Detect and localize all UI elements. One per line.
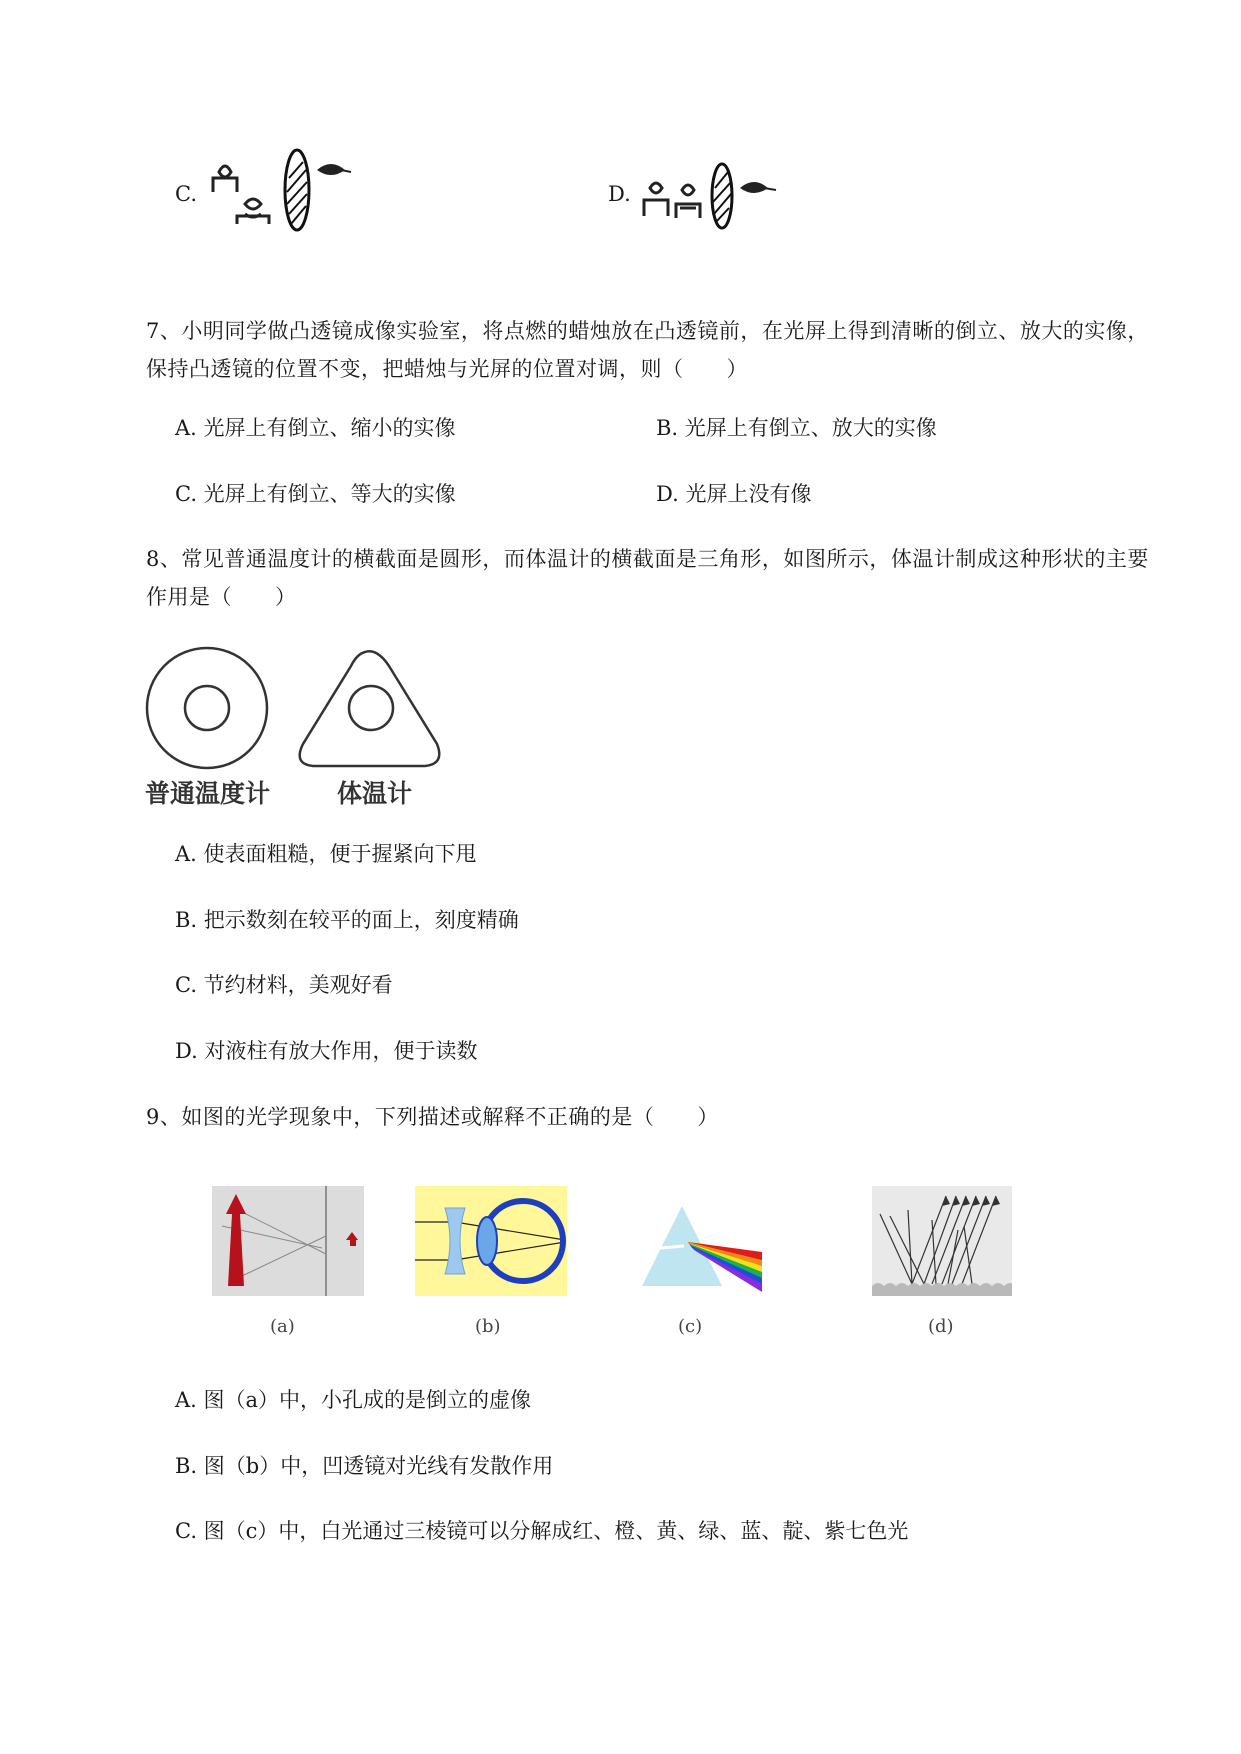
q6-option-c-label: C. xyxy=(175,182,197,206)
q9-caption-c: (c) xyxy=(678,1316,703,1337)
q7-option-b: B. 光屏上有倒立、放大的实像 xyxy=(656,416,937,440)
q8-figure xyxy=(145,640,445,810)
q8-option-c: C. 节约材料，美观好看 xyxy=(175,973,393,997)
q9-figure-a-pinhole xyxy=(212,1186,364,1296)
q6-option-d-figure xyxy=(638,160,808,240)
q8-option-a: A. 使表面粗糙，便于握紧向下甩 xyxy=(175,842,477,866)
q9-caption-d: (d) xyxy=(928,1316,954,1337)
thermometer-cross-sections xyxy=(145,640,445,770)
q9-figure-b-eye-lens xyxy=(415,1186,567,1296)
q9-option-a: A. 图（a）中，小孔成的是倒立的虚像 xyxy=(175,1388,532,1412)
q8-label-clinical-thermometer: 体温计 xyxy=(337,779,413,808)
q7-option-a: A. 光屏上有倒立、缩小的实像 xyxy=(175,416,456,440)
q9-option-b: B. 图（b）中，凹透镜对光线有发散作用 xyxy=(175,1454,554,1478)
q9-figure-d-diffuse-reflection xyxy=(872,1186,1012,1296)
q9-caption-a: (a) xyxy=(270,1316,295,1337)
q9-option-c: C. 图（c）中，白光通过三棱镜可以分解成红、橙、黄、绿、蓝、靛、紫七色光 xyxy=(175,1519,909,1543)
q6-option-d-label: D. xyxy=(608,182,631,206)
q9-caption-b: (b) xyxy=(475,1316,501,1337)
q7-option-d: D. 光屏上没有像 xyxy=(656,482,812,506)
q8-stem: 8、常见普通温度计的横截面是圆形，而体温计的横截面是三角形，如图所示，体温计制成这种形状的主要作用是（ ） xyxy=(146,547,1149,609)
q6-option-c-figure xyxy=(205,148,375,238)
q6-option-d xyxy=(608,160,808,240)
q8-option-b: B. 把示数刻在较平的面上，刻度精确 xyxy=(175,908,519,932)
q9-figure-c-prism xyxy=(638,1202,768,1292)
q6-option-c xyxy=(175,148,375,238)
q9-stem: 9、如图的光学现象中，下列描述或解释不正确的是（ ） xyxy=(146,1105,719,1129)
q7-stem: 7、小明同学做凸透镜成像实验室，将点燃的蜡烛放在凸透镜前，在光屏上得到清晰的倒立、放大的实像，保持凸透镜的位置不变，把蜡烛与光屏的位置对调，则（ ） xyxy=(146,319,1149,381)
q8-label-ordinary-thermometer: 普通温度计 xyxy=(145,779,271,808)
q8-option-d: D. 对液柱有放大作用，便于读数 xyxy=(175,1039,478,1063)
q7-option-c: C. 光屏上有倒立、等大的实像 xyxy=(175,482,456,506)
